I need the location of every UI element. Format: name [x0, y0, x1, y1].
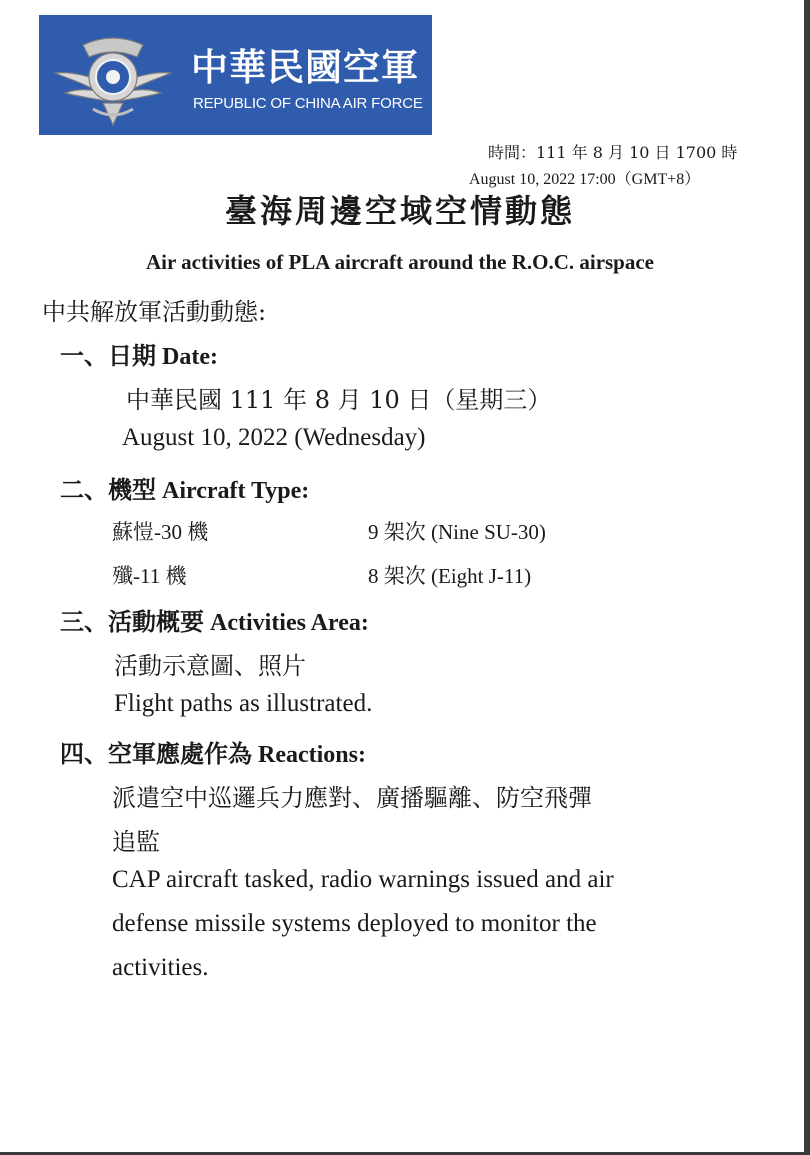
reactions-value-en-line: defense missile systems deployed to monitor the	[112, 910, 597, 937]
section-reactions-heading-zh: 四、空軍應處作為	[60, 739, 252, 768]
reactions-value-en-line: CAP aircraft tasked, radio warnings issued and air	[112, 866, 614, 893]
area-value-zh: 活動示意圖、照片	[114, 652, 306, 680]
document-title-zh: 臺海周邊空域空情動態	[224, 192, 575, 230]
aircraft-row-count: 9 架次 (Nine SU-30)	[368, 520, 546, 544]
intro-line: 中共解放軍活動動態:	[42, 298, 267, 326]
page-border-right	[804, 0, 810, 1155]
org-name-en: REPUBLIC OF CHINA AIR FORCE	[193, 95, 423, 112]
section-date-heading-en: Date:	[162, 344, 218, 370]
section-date-heading-zh: 一、日期	[60, 341, 156, 370]
section-reactions-heading-en: Reactions:	[258, 742, 366, 768]
document-title-en: Air activities of PLA aircraft around the R.O.C. airspace	[145, 250, 655, 274]
aircraft-row-count: 8 架次 (Eight J-11)	[368, 564, 532, 588]
air-force-emblem-icon	[53, 25, 173, 129]
reactions-value-zh-line: 派遣空中巡邏兵力應對、廣播驅離、防空飛彈	[112, 784, 592, 812]
section-reactions-heading	[60, 734, 366, 769]
section-aircraft-heading-zh: 二、機型	[60, 475, 156, 504]
aircraft-row-name: 殲-11 機	[112, 564, 187, 588]
reactions-value-en-line: activities.	[112, 954, 209, 981]
section-area-heading-zh: 三、活動概要	[60, 607, 204, 636]
section-aircraft-heading-en: Aircraft Type:	[162, 478, 310, 504]
timestamp-zh: 時間：111 年 8 月 10 日 1700 時	[488, 143, 738, 162]
org-name-zh: 中華民國空軍	[191, 46, 419, 89]
date-value-zh: 中華民國 111 年 8 月 10 日（星期三）	[126, 386, 552, 414]
reactions-value-zh-line: 追監	[112, 828, 160, 856]
aircraft-row-name: 蘇愷-30 機	[112, 520, 209, 544]
area-value-en: Flight paths as illustrated.	[114, 690, 373, 717]
header-banner	[39, 15, 432, 135]
timestamp-en: August 10, 2022 17:00（GMT+8）	[469, 171, 701, 188]
section-aircraft-heading	[60, 470, 309, 505]
section-area-heading-en: Activities Area:	[210, 610, 369, 636]
section-date-heading	[60, 336, 218, 371]
date-value-en: August 10, 2022 (Wednesday)	[122, 424, 426, 451]
section-area-heading	[60, 602, 369, 637]
